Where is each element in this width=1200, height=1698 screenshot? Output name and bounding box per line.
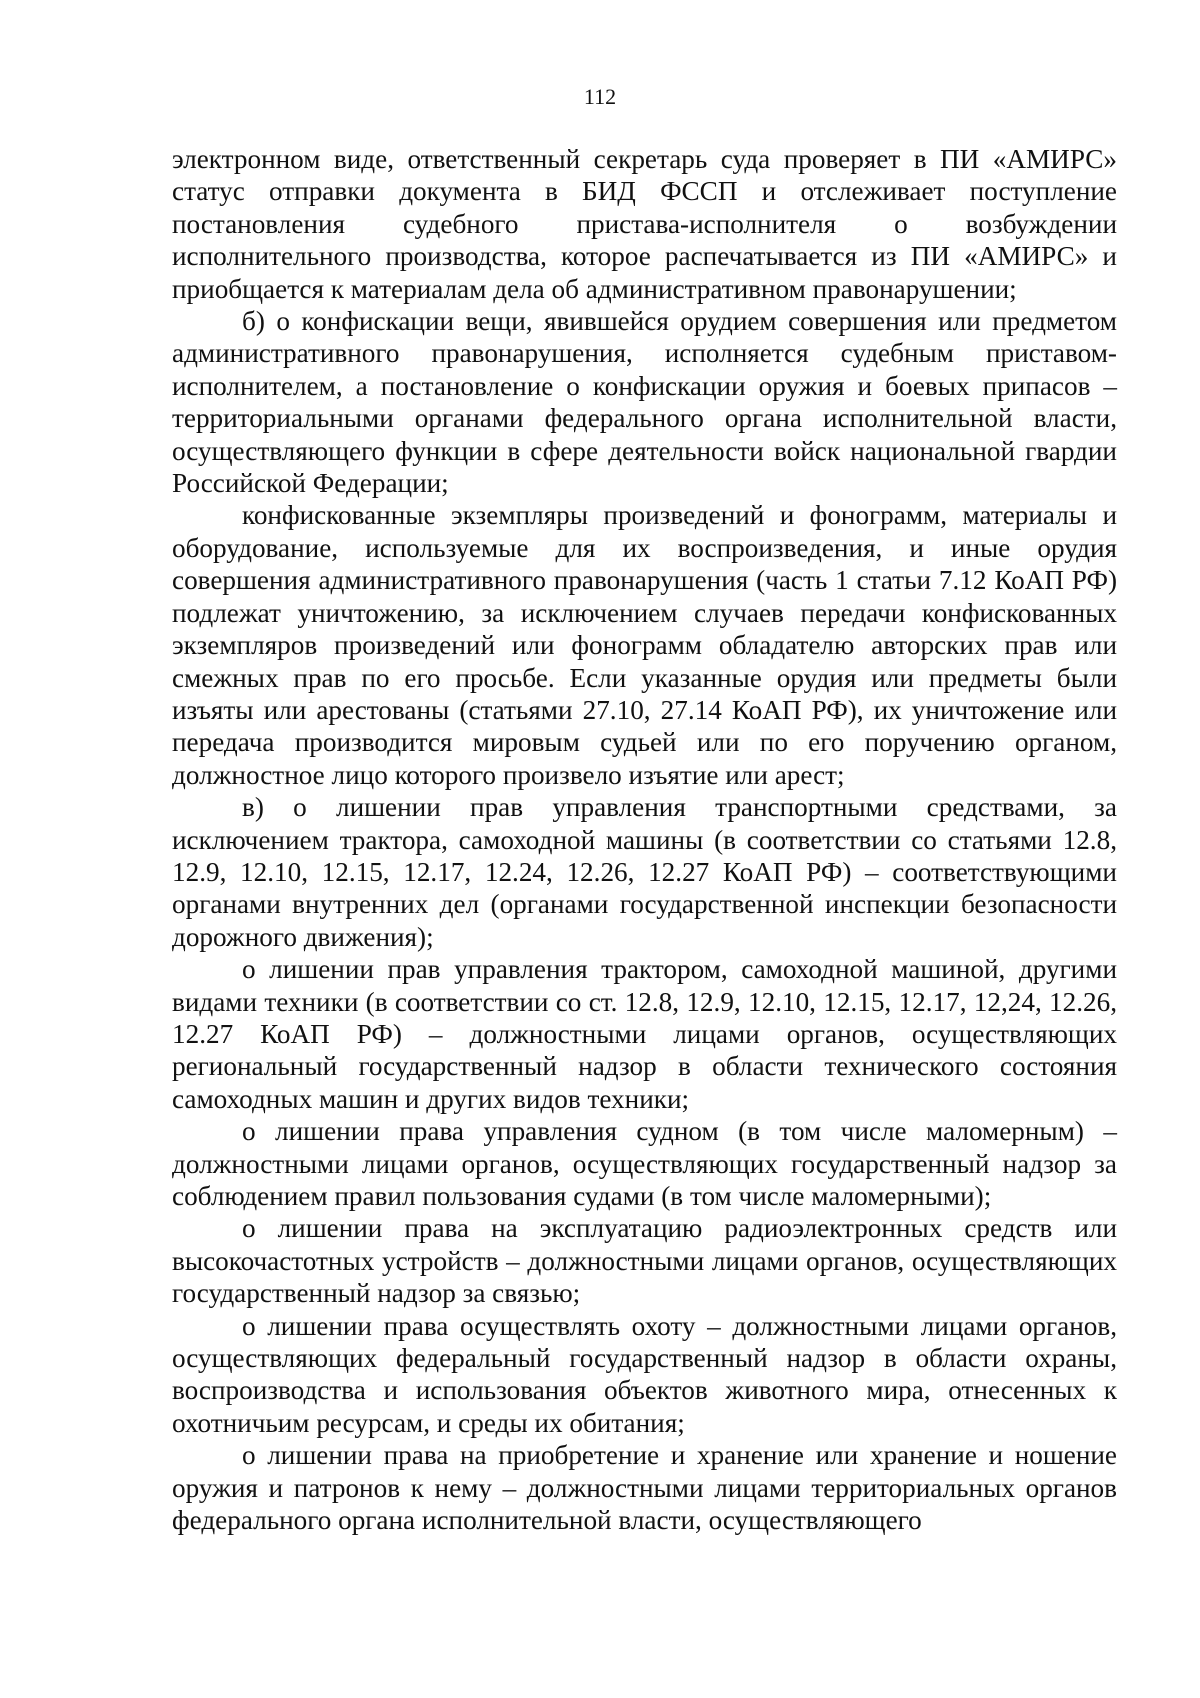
paragraph: о лишении права осуществлять охоту – должностными лицами органов, осуществляющих федеральный государственный надзор в области охраны, воспроизводства и использования объектов животного мира, отнесенных к охотничьим ресурсам, и среды их обитания; xyxy=(172,1310,1117,1438)
paragraph: о лишении права на приобретение и хранение или хранение и ношение оружия и патронов к нему – должностными лицами территориальных органов федерального органа исполнительной власти, осуществляющего xyxy=(172,1440,1117,1536)
paragraph: в) о лишении прав управления транспортными средствами, за исключением трактора, самоходной машины (в соответствии со статьями 12.8, 12.9, 12.10, 12.15, 12.17, 12.24, 12.26, 12.27 КоАП РФ) – соответствующими органами внутренних дел (органами государственной инспекции безопасности дорожного движения); xyxy=(172,792,1117,952)
page-number: 112 xyxy=(583,84,617,109)
paragraph: о лишении прав управления трактором, самоходной машиной, другими видами техники (в соответствии со ст. 12.8, 12.9, 12.10, 12.15, 12.17, 12,24, 12.26, 12.27 КоАП РФ) – должностными лицами органов, осуществляющих региональный государственный надзор в области технического состояния самоходных машин и других видов техники; xyxy=(172,954,1117,1114)
paragraph: о лишении права управления судном (в том числе маломерным) – должностными лицами органов, осуществляющих государственный надзор за соблюдением правил пользования судами (в том числе маломерными); xyxy=(172,1116,1117,1211)
paragraph: электронном виде, ответственный секретарь суда проверяет в ПИ «АМИРС» статус отправки документа в БИД ФССП и отслеживает поступление постановления судебного пристава-исполнителя о возбуждении исполнительного производства, которое распечатывается из ПИ «АМИРС» и приобщается к материалам дела об административном правонарушении; xyxy=(172,144,1117,304)
paragraph: конфискованные экземпляры произведений и фонограмм, материалы и оборудование, используемые для их воспроизведения, и иные орудия совершения административного правонарушения (часть 1 статьи 7.12 КоАП РФ) подлежат уничтожению, за исключением случаев передачи конфискованных экземпляров произведений или фонограмм обладателю авторских прав или смежных прав по его просьбе. Если указанные орудия или предметы были изъяты или арестованы (статьями 27.10, 27.14 КоАП РФ), их уничтожение или передача производится мировым судьей или по его поручению органом, должностное лицо которого произвело изъятие или арест; xyxy=(172,500,1117,790)
document-body xyxy=(172,143,1117,1536)
paragraph: б) о конфискации вещи, явившейся орудием совершения или предметом административного правонарушения, исполняется судебным приставом-исполнителем, а постановление о конфискации оружия и боевых припасов – территориальными органами федерального органа исполнительной власти, осуществляющего функции в сфере деятельности войск национальной гвардии Российской Федерации; xyxy=(172,306,1117,499)
paragraph: о лишении права на эксплуатацию радиоэлектронных средств или высокочастотных устройств – должностными лицами органов, осуществляющих государственный надзор за связью; xyxy=(172,1213,1117,1309)
